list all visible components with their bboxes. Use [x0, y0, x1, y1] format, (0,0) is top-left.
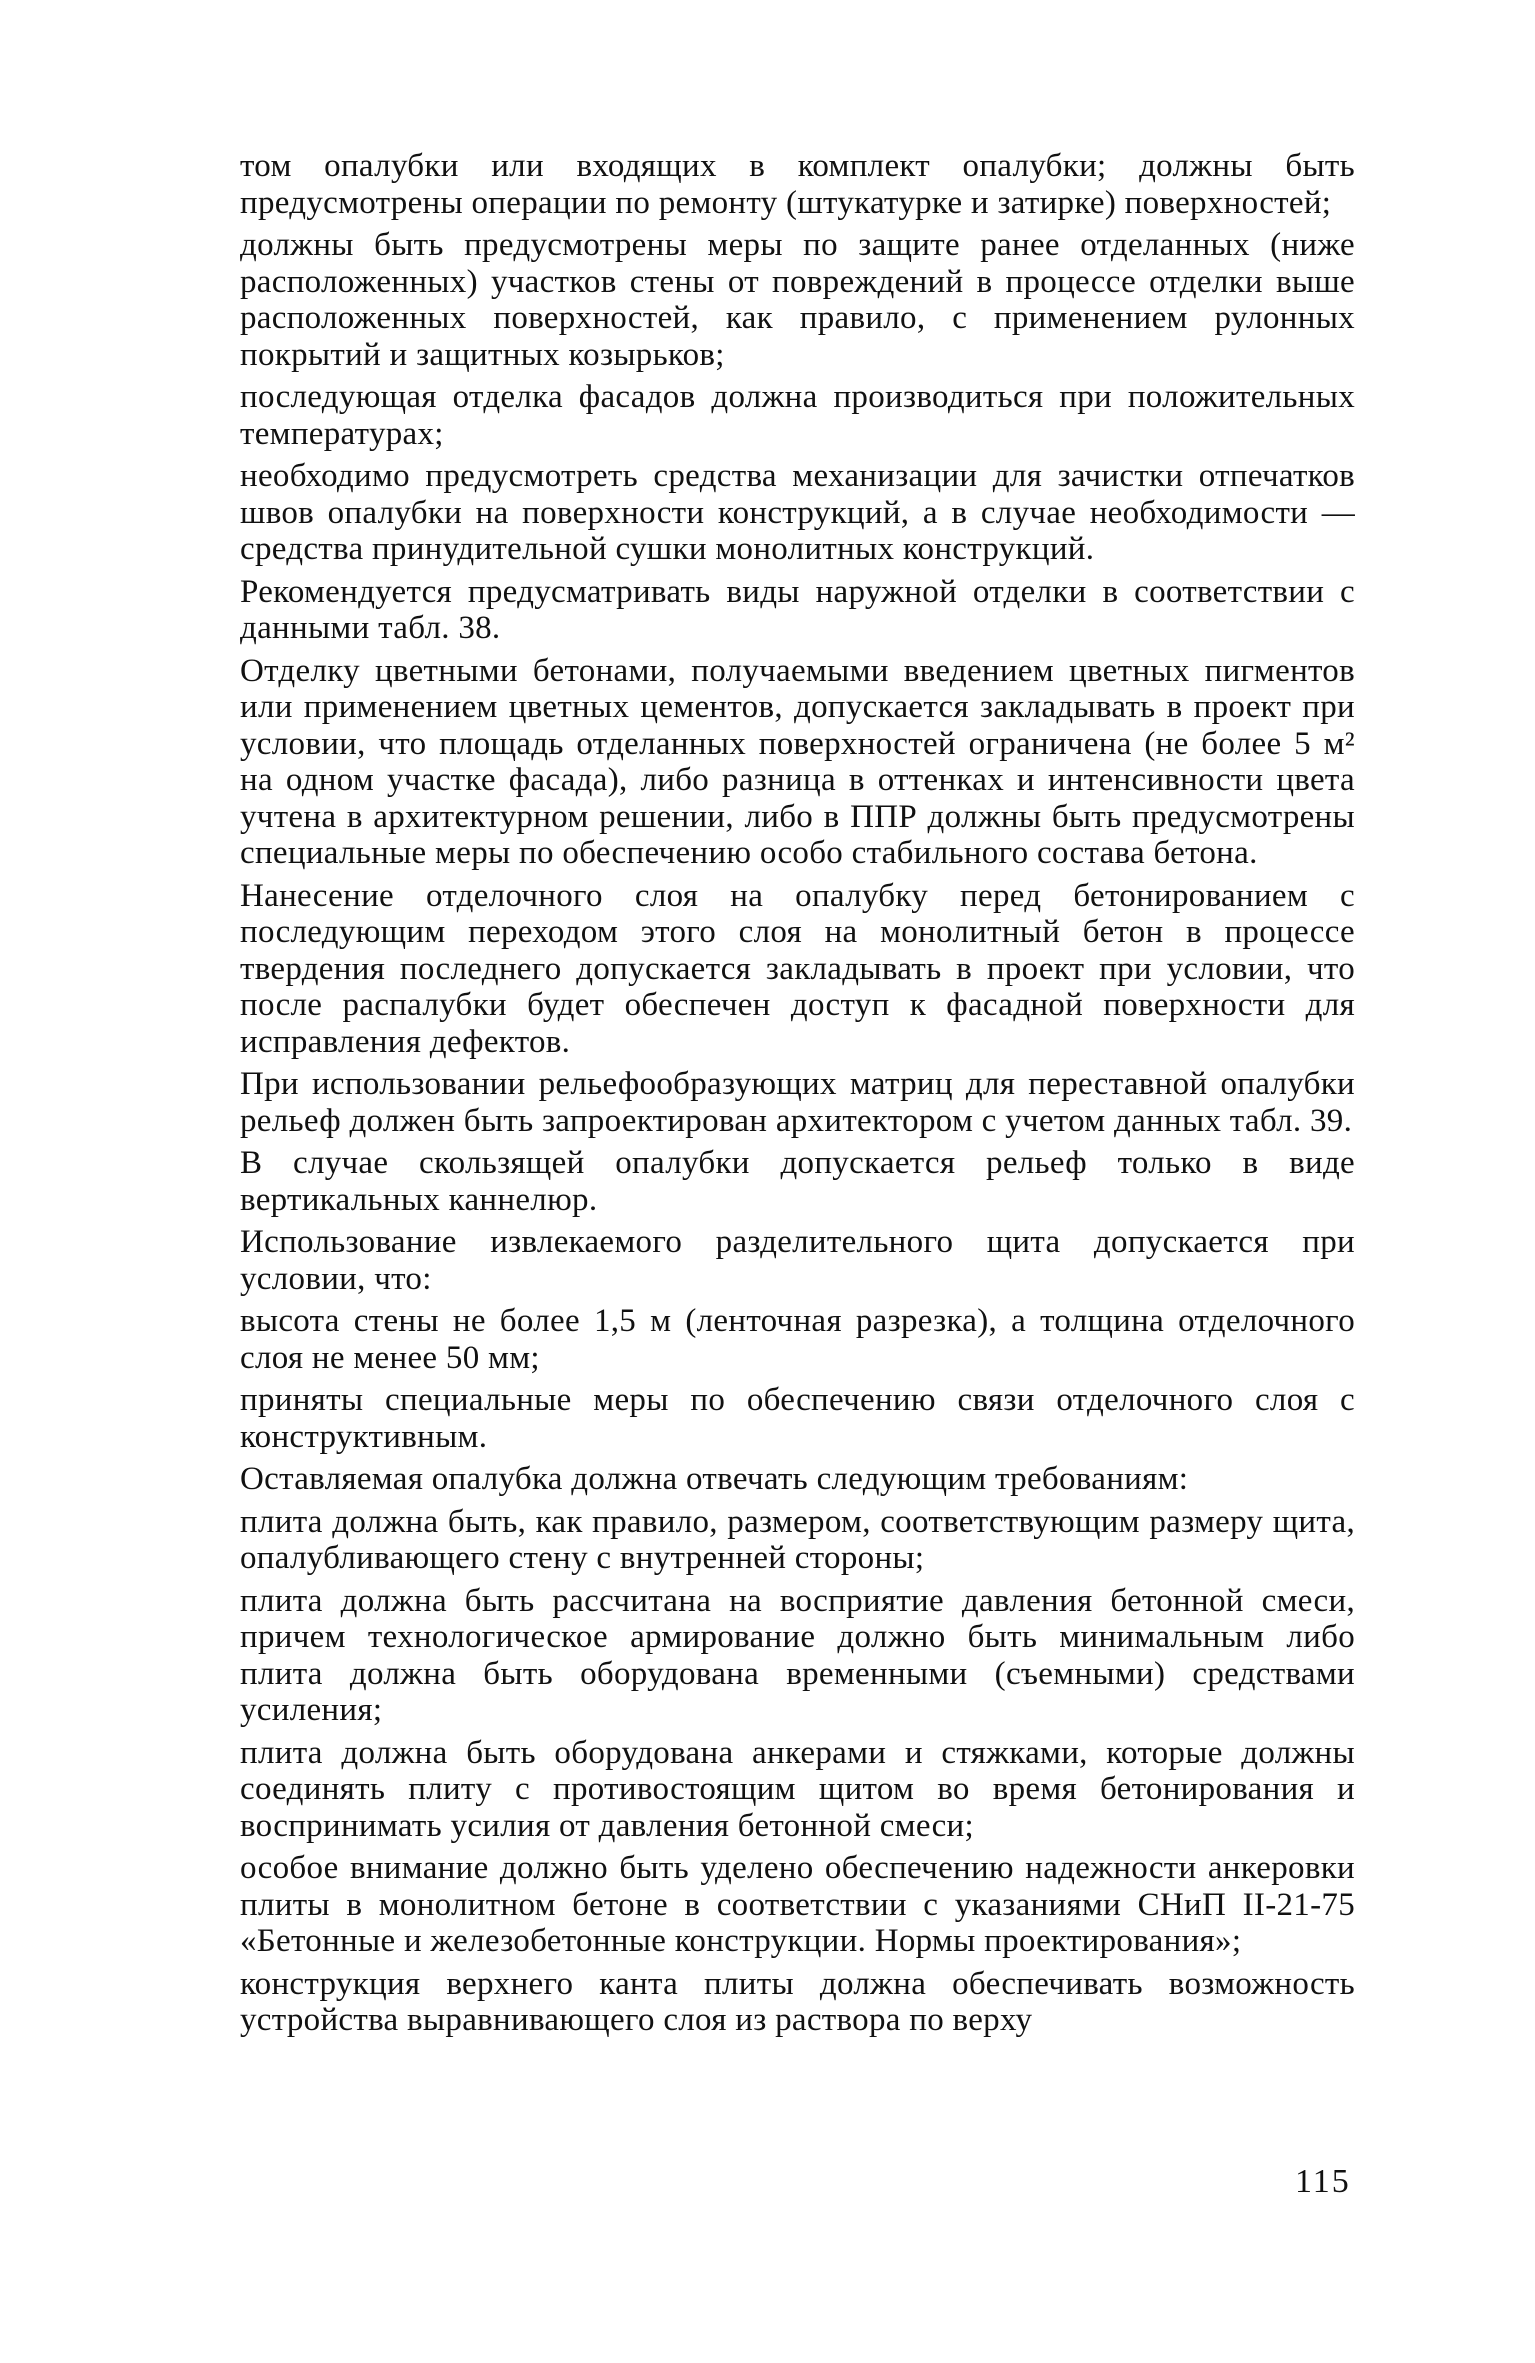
paragraph: особое внимание должно быть уделено обеспечению надежности анкеровки плиты в монолитном бетоне в соответствии с указаниями СНиП II-21-75 «Бетонные и железобетонные конструкции. Нормы проектирования»;: [240, 1850, 1355, 1959]
paragraph: Отделку цветными бетонами, получаемыми введением цветных пигментов или применением цветных цементов, допускается закладывать в проект при условии, что площадь отделанных поверхностей ограничена (не более 5 м² на одном участке фасада), либо разница в оттенках и интенсивности цвета учтена в архитектурном решении, либо в ППР должны быть предусмотрены специальные меры по обеспечению особо стабильного состава бетона.: [240, 652, 1355, 871]
paragraph: необходимо предусмотреть средства механизации для зачистки отпечатков швов опалубки на поверхности конструкций, а в случае необходимости — средства принудительной сушки монолитных конструкций.: [240, 458, 1355, 567]
paragraph: высота стены не более 1,5 м (ленточная разрезка), а толщина отделочного слоя не менее 50 мм;: [240, 1303, 1355, 1376]
paragraph: последующая отделка фасадов должна производиться при положительных температурах;: [240, 379, 1355, 452]
paragraph: В случае скользящей опалубки допускается рельеф только в виде вертикальных каннелюр.: [240, 1145, 1355, 1218]
paragraph: Нанесение отделочного слоя на опалубку перед бетонированием с последующим переходом этого слоя на монолитный бетон в процессе твердения последнего допускается закладывать в проект при условии, что после распалубки будет обеспечен доступ к фасадной поверхности для исправления дефектов.: [240, 877, 1355, 1060]
paragraph: плита должна быть, как правило, размером, соответствующим размеру щита, опалубливающего стену с внутренней стороны;: [240, 1503, 1355, 1576]
page-body: [240, 148, 1355, 2045]
paragraph: Рекомендуется предусматривать виды наружной отделки в соответствии с данными табл. 38.: [240, 573, 1355, 646]
page-number: 115: [1295, 2163, 1351, 2200]
paragraph: Оставляемая опалубка должна отвечать следующим требованиям:: [240, 1461, 1189, 1497]
paragraph: том опалубки или входящих в комплект опалубки; должны быть предусмотрены операции по ремонту (штукатурке и затирке) поверхностей;: [240, 148, 1355, 221]
paragraph: конструкция верхнего канта плиты должна обеспечивать возможность устройства выравнивающего слоя из раствора по верху: [240, 1965, 1355, 2038]
paragraph: плита должна быть оборудована анкерами и стяжками, которые должны соединять плиту с противостоящим щитом во время бетонирования и воспринимать усилия от давления бетонной смеси;: [240, 1734, 1355, 1844]
paragraph: Использование извлекаемого разделительного щита допускается при условии, что:: [240, 1224, 1355, 1297]
paragraph: приняты специальные меры по обеспечению связи отделочного слоя с конструктивным.: [240, 1382, 1355, 1455]
paragraph: При использовании рельефообразующих матриц для переставной опалубки рельеф должен быть запроектирован архитектором с учетом данных табл. 39.: [240, 1066, 1355, 1139]
paragraph: плита должна быть рассчитана на восприятие давления бетонной смеси, причем технологическое армирование должно быть минимальным либо плита должна быть оборудована временными (съемными) средствами усиления;: [240, 1582, 1355, 1728]
paragraph: должны быть предусмотрены меры по защите ранее отделанных (ниже расположенных) участков стены от повреждений в процессе отделки выше расположенных поверхностей, как правило, с применением рулонных покрытий и защитных козырьков;: [240, 227, 1355, 373]
